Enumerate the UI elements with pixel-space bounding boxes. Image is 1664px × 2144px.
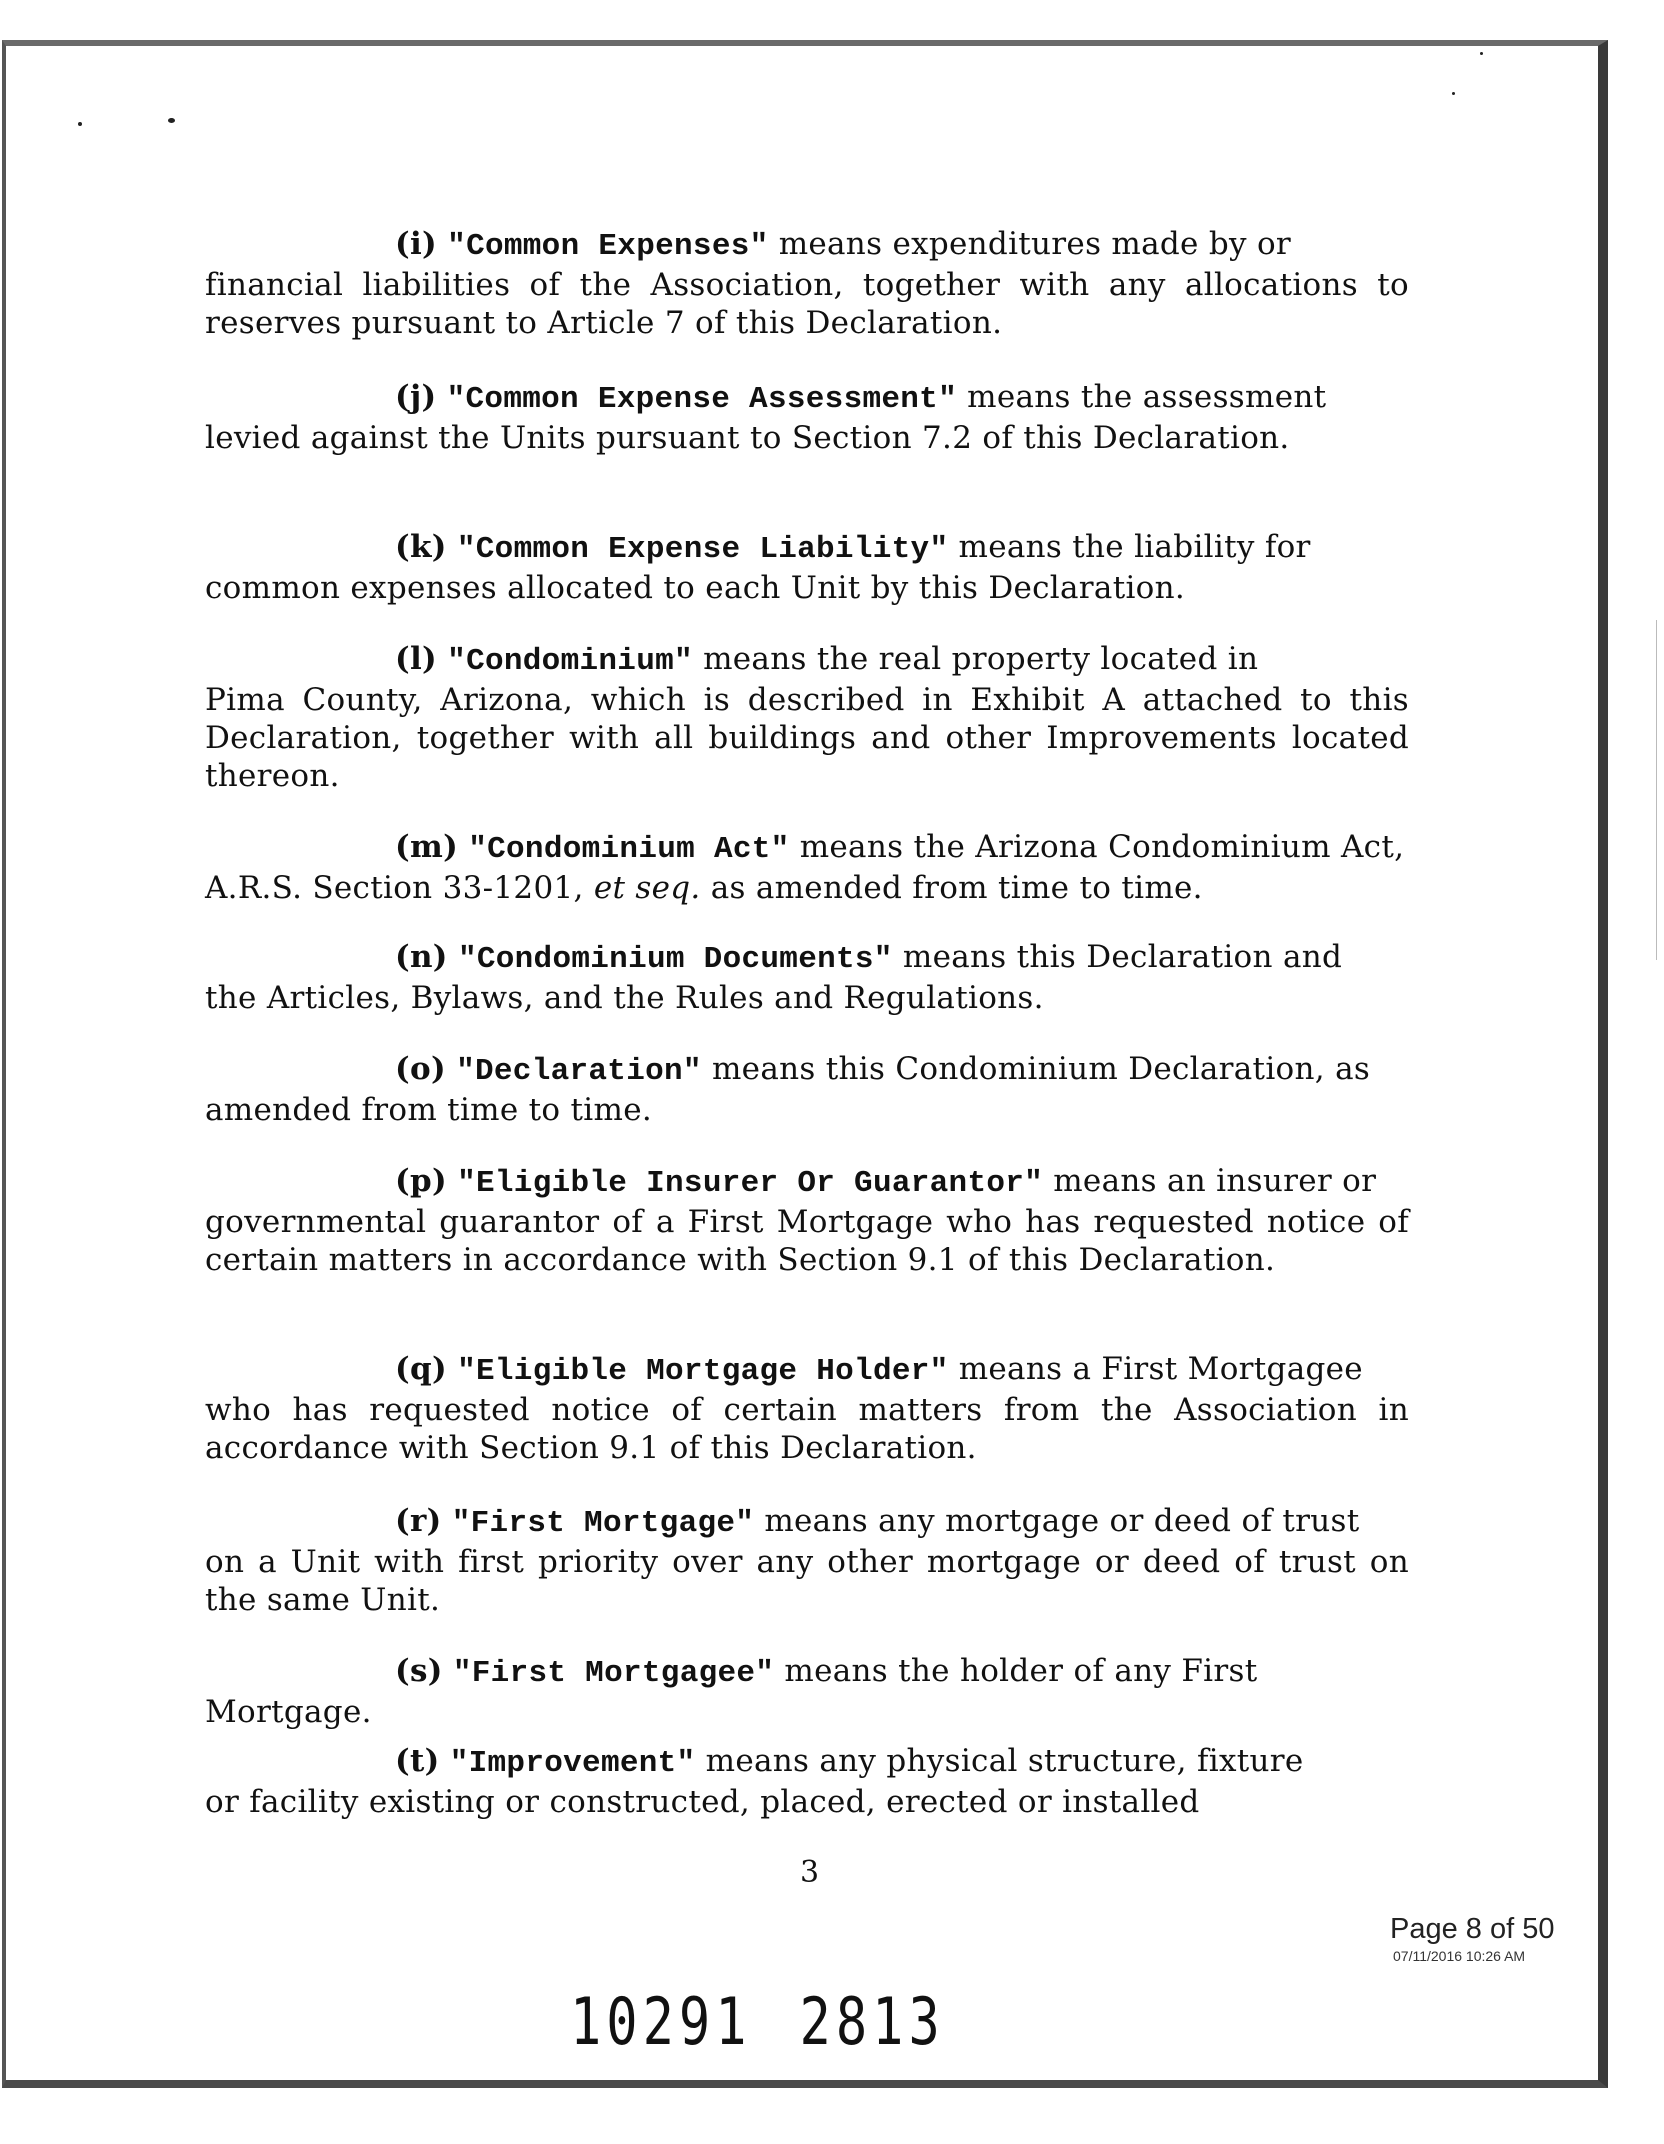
definition-text: on a Unit with first priority over any other mortgage or deed of trust on the same Unit. [205,1544,1409,1618]
definition-letter: (m) [395,829,459,865]
definition-term: "Condominium Act" [468,832,790,867]
definition-n [205,938,1409,1017]
definition-l [205,640,1409,795]
scan-speck [168,118,175,123]
definition-k [205,528,1409,607]
definition-text: Pima County, Arizona, which is described in Exhibit A attached to this Declaration, together with all buildings and other Improvements located thereon. [205,682,1409,794]
definition-term: "Common Expense Liability" [456,532,949,567]
definition-term: "Condominium" [447,644,693,679]
scan-edge-line [1656,620,1657,960]
recording-book: 10291 [570,1985,752,2060]
stamp-date: 07/11/2016 10:26 AM [1393,1948,1526,1964]
definition-first-line: means expenditures made by or [778,226,1292,262]
definition-letter: (l) [395,641,438,677]
definition-text: Mortgage. [205,1694,372,1730]
definition-first-line: means the Arizona Condominium Act, [799,829,1405,865]
definition-term: "Condominium Documents" [457,942,893,977]
definition-letter: (o) [395,1051,446,1087]
definition-letter: (q) [395,1351,447,1387]
scan-speck [1452,92,1455,95]
definition-letter: (r) [395,1503,442,1539]
definition-first-line: means this Condominium Declaration, as [711,1051,1371,1087]
definition-letter: (j) [395,379,437,415]
definition-first-line: means the real property located in [703,641,1259,677]
definition-first-line: means any physical structure, fixture [705,1743,1304,1779]
definition-first-line: means any mortgage or deed of trust [764,1503,1360,1539]
definition-term: "Declaration" [456,1054,702,1089]
definition-letter: (t) [395,1743,440,1779]
definition-first-line: means this Declaration and [902,939,1343,975]
definition-q [205,1350,1409,1467]
definition-m [205,828,1409,907]
definition-term: "First Mortgagee" [452,1656,775,1691]
definition-o [205,1050,1409,1129]
definition-term: "Eligible Insurer Or Guarantor" [457,1166,1044,1201]
definition-letter: (k) [395,529,447,565]
definition-first-line: means a First Mortgagee [958,1351,1363,1387]
scan-speck [1480,52,1483,55]
definition-letter: (i) [395,226,438,262]
definition-first-line: means the holder of any First [784,1653,1258,1689]
definition-first-line: means the assessment [967,379,1327,415]
definition-letter: (n) [395,939,448,975]
definition-term: "First Mortgage" [451,1506,755,1541]
definition-i [205,225,1409,342]
definition-text: as amended from time to time. [710,870,1203,906]
definition-j [205,378,1409,457]
definition-s [205,1652,1409,1731]
definition-text: common expenses allocated to each Unit by this Declaration. [205,570,1186,606]
recording-page: 2813 [799,1985,945,2060]
page-of-stamp: Page 8 of 50 [1390,1913,1555,1945]
definition-first-line: means the liability for [958,529,1311,565]
definition-t [205,1742,1409,1821]
definition-term: "Common Expense Assessment" [446,382,957,417]
page-number: 3 [800,1855,820,1890]
scan-speck [78,122,82,126]
definition-term: "Common Expenses" [447,229,769,264]
definition-letter: (s) [395,1653,443,1689]
definition-text: A.R.S. Section 33-1201, [205,870,584,906]
definition-text: who has requested notice of certain matters from the Association in accordance with Section 9.1 of this Declaration. [205,1392,1409,1466]
definition-text: the Articles, Bylaws, and the Rules and Regulations. [205,980,1044,1016]
definition-r [205,1502,1409,1619]
definition-p [205,1162,1409,1279]
definition-letter: (p) [395,1163,447,1199]
definition-text: financial liabilities of the Association, together with any allocations to reserves pursuant to Article 7 of this Declaration. [205,267,1409,341]
definition-text: governmental guarantor of a First Mortgage who has requested notice of certain matters in accordance with Section 9.1 of this Declaration. [205,1204,1409,1278]
definition-text: levied against the Units pursuant to Section 7.2 of this Declaration. [205,420,1290,456]
definition-text: amended from time to time. [205,1092,652,1128]
definition-italic-text: et seq. [593,870,701,906]
recording-number [570,1985,993,2060]
definition-text: or facility existing or constructed, placed, erected or installed [205,1784,1200,1820]
definition-term: "Eligible Mortgage Holder" [457,1354,949,1389]
definition-term: "Improvement" [449,1746,696,1781]
definition-first-line: means an insurer or [1053,1163,1377,1199]
